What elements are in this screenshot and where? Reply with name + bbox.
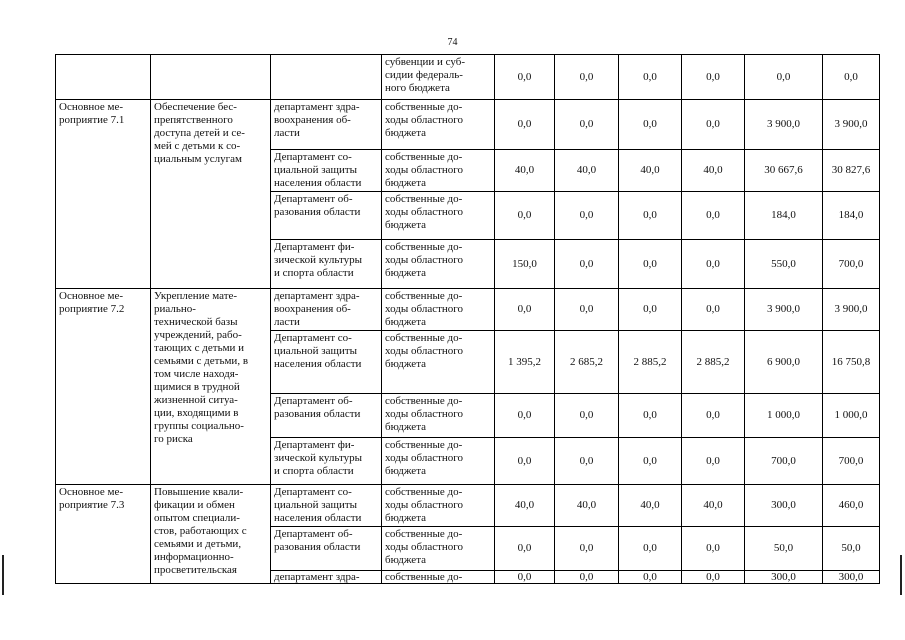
amount-cell: 40,0 bbox=[555, 485, 619, 527]
cell-line: семьями и детьми, bbox=[154, 538, 242, 550]
funding-source-cell bbox=[382, 240, 495, 289]
cell-line: бюджета bbox=[385, 358, 427, 370]
amount-cell: 0,0 bbox=[495, 289, 555, 331]
table-row bbox=[56, 55, 880, 100]
amount-cell: 2 885,2 bbox=[619, 331, 682, 394]
event-cell bbox=[56, 55, 151, 100]
cell-line: бюджета bbox=[385, 219, 427, 231]
amount-cell: 0,0 bbox=[745, 55, 823, 100]
amount-cell: 0,0 bbox=[555, 55, 619, 100]
cell-line: щимися в трудной bbox=[154, 381, 240, 393]
cell-line: ходы областного bbox=[385, 452, 464, 464]
amount-cell: 150,0 bbox=[495, 240, 555, 289]
cell-line: циальной защиты bbox=[274, 499, 358, 511]
event-name-cell bbox=[151, 100, 271, 289]
event-cell bbox=[56, 100, 151, 289]
cell-line: циальной защиты bbox=[274, 164, 358, 176]
amount-cell: 3 900,0 bbox=[745, 289, 823, 331]
amount-cell: 3 900,0 bbox=[823, 289, 880, 331]
cell-line: населения области bbox=[274, 177, 362, 189]
cell-line: бюджета bbox=[385, 465, 427, 477]
cell-line: собственные до- bbox=[385, 395, 463, 407]
cell-line: зической культуры bbox=[274, 452, 363, 464]
executor-cell bbox=[271, 289, 382, 331]
cell-line: департамент здра- bbox=[274, 101, 360, 113]
funding-source-cell bbox=[382, 485, 495, 527]
cell-line: Департамент об- bbox=[274, 395, 353, 407]
amount-cell: 1 000,0 bbox=[823, 394, 880, 438]
cell-line: ходы областного bbox=[385, 254, 464, 266]
cell-line: субвенции и суб- bbox=[385, 56, 465, 68]
cell-line: собственные до- bbox=[385, 571, 463, 583]
amount-cell: 0,0 bbox=[682, 100, 745, 150]
table-row bbox=[56, 289, 880, 331]
amount-cell: 0,0 bbox=[682, 527, 745, 571]
amount-cell: 0,0 bbox=[555, 100, 619, 150]
funding-source-cell bbox=[382, 438, 495, 485]
event-name-cell bbox=[151, 289, 271, 485]
executor-cell bbox=[271, 192, 382, 240]
cell-line: циальной защиты bbox=[274, 345, 358, 357]
amount-cell: 1 000,0 bbox=[745, 394, 823, 438]
amount-cell: 0,0 bbox=[619, 527, 682, 571]
funding-source-cell bbox=[382, 192, 495, 240]
amount-cell: 300,0 bbox=[745, 571, 823, 584]
cell-line: зической культуры bbox=[274, 254, 363, 266]
cell-line: циальным услугам bbox=[154, 153, 242, 165]
cell-line: Департамент со- bbox=[274, 486, 352, 498]
amount-cell: 40,0 bbox=[619, 150, 682, 192]
funding-source-cell bbox=[382, 55, 495, 100]
cell-line: населения области bbox=[274, 512, 362, 524]
amount-cell: 0,0 bbox=[619, 192, 682, 240]
cell-line: ходы областного bbox=[385, 408, 464, 420]
cell-line: бюджета bbox=[385, 267, 427, 279]
amount-cell: 0,0 bbox=[555, 394, 619, 438]
amount-cell: 0,0 bbox=[555, 289, 619, 331]
cell-line: роприятие 7.3 bbox=[59, 499, 125, 511]
cell-line: фикации и обмен bbox=[154, 499, 235, 511]
cell-line: собственные до- bbox=[385, 193, 463, 205]
amount-cell: 0,0 bbox=[823, 55, 880, 100]
amount-cell: 0,0 bbox=[495, 438, 555, 485]
cell-line: разования области bbox=[274, 206, 361, 218]
cell-line: воохранения об- bbox=[274, 114, 351, 126]
cell-line: роприятие 7.1 bbox=[59, 114, 125, 126]
amount-cell: 0,0 bbox=[555, 192, 619, 240]
cell-line: семьями с детьми, в bbox=[154, 355, 249, 367]
cell-line: Обеспечение бес- bbox=[154, 101, 237, 113]
cell-line: ходы областного bbox=[385, 541, 464, 553]
funding-source-cell bbox=[382, 394, 495, 438]
cell-line: препятственного bbox=[154, 114, 233, 126]
cell-line: ходы областного bbox=[385, 303, 464, 315]
amount-cell: 0,0 bbox=[619, 571, 682, 584]
cell-line: и спорта области bbox=[274, 465, 354, 477]
funding-source-cell bbox=[382, 100, 495, 150]
cell-line: воохранения об- bbox=[274, 303, 351, 315]
cell-line: том числе находя- bbox=[154, 368, 239, 380]
amount-cell: 0,0 bbox=[682, 571, 745, 584]
cell-line: и спорта области bbox=[274, 267, 354, 279]
executor-cell bbox=[271, 150, 382, 192]
amount-cell: 2 885,2 bbox=[682, 331, 745, 394]
event-cell bbox=[56, 485, 151, 584]
funding-source-cell bbox=[382, 571, 495, 584]
amount-cell: 0,0 bbox=[495, 394, 555, 438]
cell-line: Департамент об- bbox=[274, 528, 353, 540]
cell-line: роприятие 7.2 bbox=[59, 303, 125, 315]
cell-line: группы социально- bbox=[154, 420, 244, 432]
cell-line: ходы областного bbox=[385, 164, 464, 176]
amount-cell: 3 900,0 bbox=[823, 100, 880, 150]
cell-line: департамент здра- bbox=[274, 290, 360, 302]
amount-cell: 1 395,2 bbox=[495, 331, 555, 394]
amount-cell: 3 900,0 bbox=[745, 100, 823, 150]
cell-line: бюджета bbox=[385, 421, 427, 433]
cell-line: собственные до- bbox=[385, 241, 463, 253]
cell-line: бюджета bbox=[385, 177, 427, 189]
amount-cell: 460,0 bbox=[823, 485, 880, 527]
funding-source-cell bbox=[382, 289, 495, 331]
amount-cell: 40,0 bbox=[495, 485, 555, 527]
cell-line: просветительская bbox=[154, 564, 237, 576]
cell-line: бюджета bbox=[385, 127, 427, 139]
amount-cell: 40,0 bbox=[682, 485, 745, 527]
cell-line: Основное ме- bbox=[59, 101, 124, 113]
cell-line: собственные до- bbox=[385, 101, 463, 113]
amount-cell: 0,0 bbox=[619, 289, 682, 331]
amount-cell: 0,0 bbox=[682, 438, 745, 485]
cell-line: собственные до- bbox=[385, 486, 463, 498]
amount-cell: 40,0 bbox=[682, 150, 745, 192]
amount-cell: 0,0 bbox=[682, 289, 745, 331]
amount-cell: 0,0 bbox=[682, 55, 745, 100]
funding-source-cell bbox=[382, 331, 495, 394]
amount-cell: 0,0 bbox=[495, 192, 555, 240]
amount-cell: 700,0 bbox=[823, 240, 880, 289]
cell-line: ходы областного bbox=[385, 114, 464, 126]
cell-line: Укрепление мате- bbox=[154, 290, 238, 302]
cell-line: тающих с детьми и bbox=[154, 342, 245, 354]
amount-cell: 184,0 bbox=[745, 192, 823, 240]
amount-cell: 300,0 bbox=[745, 485, 823, 527]
amount-cell: 0,0 bbox=[682, 394, 745, 438]
executor-cell bbox=[271, 100, 382, 150]
cell-line: риально- bbox=[154, 303, 196, 315]
cell-line: технической базы bbox=[154, 316, 238, 328]
scan-edge-mark-left bbox=[2, 555, 4, 595]
cell-line: информационно- bbox=[154, 551, 234, 563]
amount-cell: 16 750,8 bbox=[823, 331, 880, 394]
amount-cell: 40,0 bbox=[555, 150, 619, 192]
executor-cell bbox=[271, 240, 382, 289]
cell-line: доступа детей и се- bbox=[154, 127, 245, 139]
amount-cell: 0,0 bbox=[555, 240, 619, 289]
cell-line: населения области bbox=[274, 358, 362, 370]
cell-line: собственные до- bbox=[385, 332, 463, 344]
amount-cell: 0,0 bbox=[495, 527, 555, 571]
amount-cell: 6 900,0 bbox=[745, 331, 823, 394]
cell-line: стов, работающих с bbox=[154, 525, 247, 537]
cell-line: ходы областного bbox=[385, 206, 464, 218]
event-cell bbox=[56, 289, 151, 485]
cell-line: Основное ме- bbox=[59, 290, 124, 302]
cell-line: Повышение квали- bbox=[154, 486, 244, 498]
amount-cell: 50,0 bbox=[823, 527, 880, 571]
cell-line: опытом специали- bbox=[154, 512, 240, 524]
amount-cell: 0,0 bbox=[619, 438, 682, 485]
cell-line: ного бюджета bbox=[385, 82, 450, 94]
executor-cell bbox=[271, 438, 382, 485]
amount-cell: 0,0 bbox=[495, 100, 555, 150]
page-number: 74 bbox=[447, 37, 458, 48]
table-row bbox=[56, 100, 880, 150]
cell-line: го риска bbox=[154, 433, 193, 445]
amount-cell: 40,0 bbox=[619, 485, 682, 527]
cell-line: ласти bbox=[274, 127, 300, 139]
amount-cell: 0,0 bbox=[619, 100, 682, 150]
amount-cell: 0,0 bbox=[619, 55, 682, 100]
event-name-cell bbox=[151, 485, 271, 584]
executor-cell bbox=[271, 331, 382, 394]
amount-cell: 0,0 bbox=[619, 240, 682, 289]
executor-cell bbox=[271, 571, 382, 584]
cell-line: департамент здра- bbox=[274, 571, 360, 583]
amount-cell: 0,0 bbox=[495, 55, 555, 100]
cell-line: Департамент со- bbox=[274, 332, 352, 344]
cell-line: разования области bbox=[274, 408, 361, 420]
cell-line: Департамент об- bbox=[274, 193, 353, 205]
amount-cell: 300,0 bbox=[823, 571, 880, 584]
event-name-cell bbox=[151, 55, 271, 100]
cell-line: мей с детьми к со- bbox=[154, 140, 241, 152]
scan-edge-mark-right bbox=[900, 555, 902, 595]
cell-line: собственные до- bbox=[385, 439, 463, 451]
amount-cell: 700,0 bbox=[823, 438, 880, 485]
cell-line: ласти bbox=[274, 316, 300, 328]
cell-line: учреждений, рабо- bbox=[154, 329, 242, 341]
cell-line: бюджета bbox=[385, 316, 427, 328]
cell-line: бюджета bbox=[385, 512, 427, 524]
cell-line: ходы областного bbox=[385, 345, 464, 357]
cell-line: ходы областного bbox=[385, 499, 464, 511]
cell-line: сидии федераль- bbox=[385, 69, 463, 81]
cell-line: собственные до- bbox=[385, 290, 463, 302]
amount-cell: 40,0 bbox=[495, 150, 555, 192]
cell-line: разования области bbox=[274, 541, 361, 553]
executor-cell bbox=[271, 55, 382, 100]
budget-table bbox=[55, 54, 880, 584]
amount-cell: 550,0 bbox=[745, 240, 823, 289]
table-row bbox=[56, 485, 880, 527]
amount-cell: 0,0 bbox=[682, 240, 745, 289]
funding-source-cell bbox=[382, 527, 495, 571]
executor-cell bbox=[271, 394, 382, 438]
amount-cell: 30 667,6 bbox=[745, 150, 823, 192]
amount-cell: 0,0 bbox=[495, 571, 555, 584]
cell-line: Основное ме- bbox=[59, 486, 124, 498]
amount-cell: 0,0 bbox=[555, 527, 619, 571]
cell-line: Департамент фи- bbox=[274, 241, 355, 253]
amount-cell: 700,0 bbox=[745, 438, 823, 485]
cell-line: собственные до- bbox=[385, 528, 463, 540]
cell-line: жизненной ситуа- bbox=[154, 394, 238, 406]
amount-cell: 0,0 bbox=[682, 192, 745, 240]
cell-line: ции, входящими в bbox=[154, 407, 239, 419]
amount-cell: 30 827,6 bbox=[823, 150, 880, 192]
executor-cell bbox=[271, 527, 382, 571]
amount-cell: 0,0 bbox=[555, 571, 619, 584]
funding-source-cell bbox=[382, 150, 495, 192]
cell-line: собственные до- bbox=[385, 151, 463, 163]
amount-cell: 50,0 bbox=[745, 527, 823, 571]
cell-line: Департамент фи- bbox=[274, 439, 355, 451]
amount-cell: 0,0 bbox=[619, 394, 682, 438]
executor-cell bbox=[271, 485, 382, 527]
cell-line: Департамент со- bbox=[274, 151, 352, 163]
amount-cell: 2 685,2 bbox=[555, 331, 619, 394]
cell-line: бюджета bbox=[385, 554, 427, 566]
amount-cell: 0,0 bbox=[555, 438, 619, 485]
amount-cell: 184,0 bbox=[823, 192, 880, 240]
